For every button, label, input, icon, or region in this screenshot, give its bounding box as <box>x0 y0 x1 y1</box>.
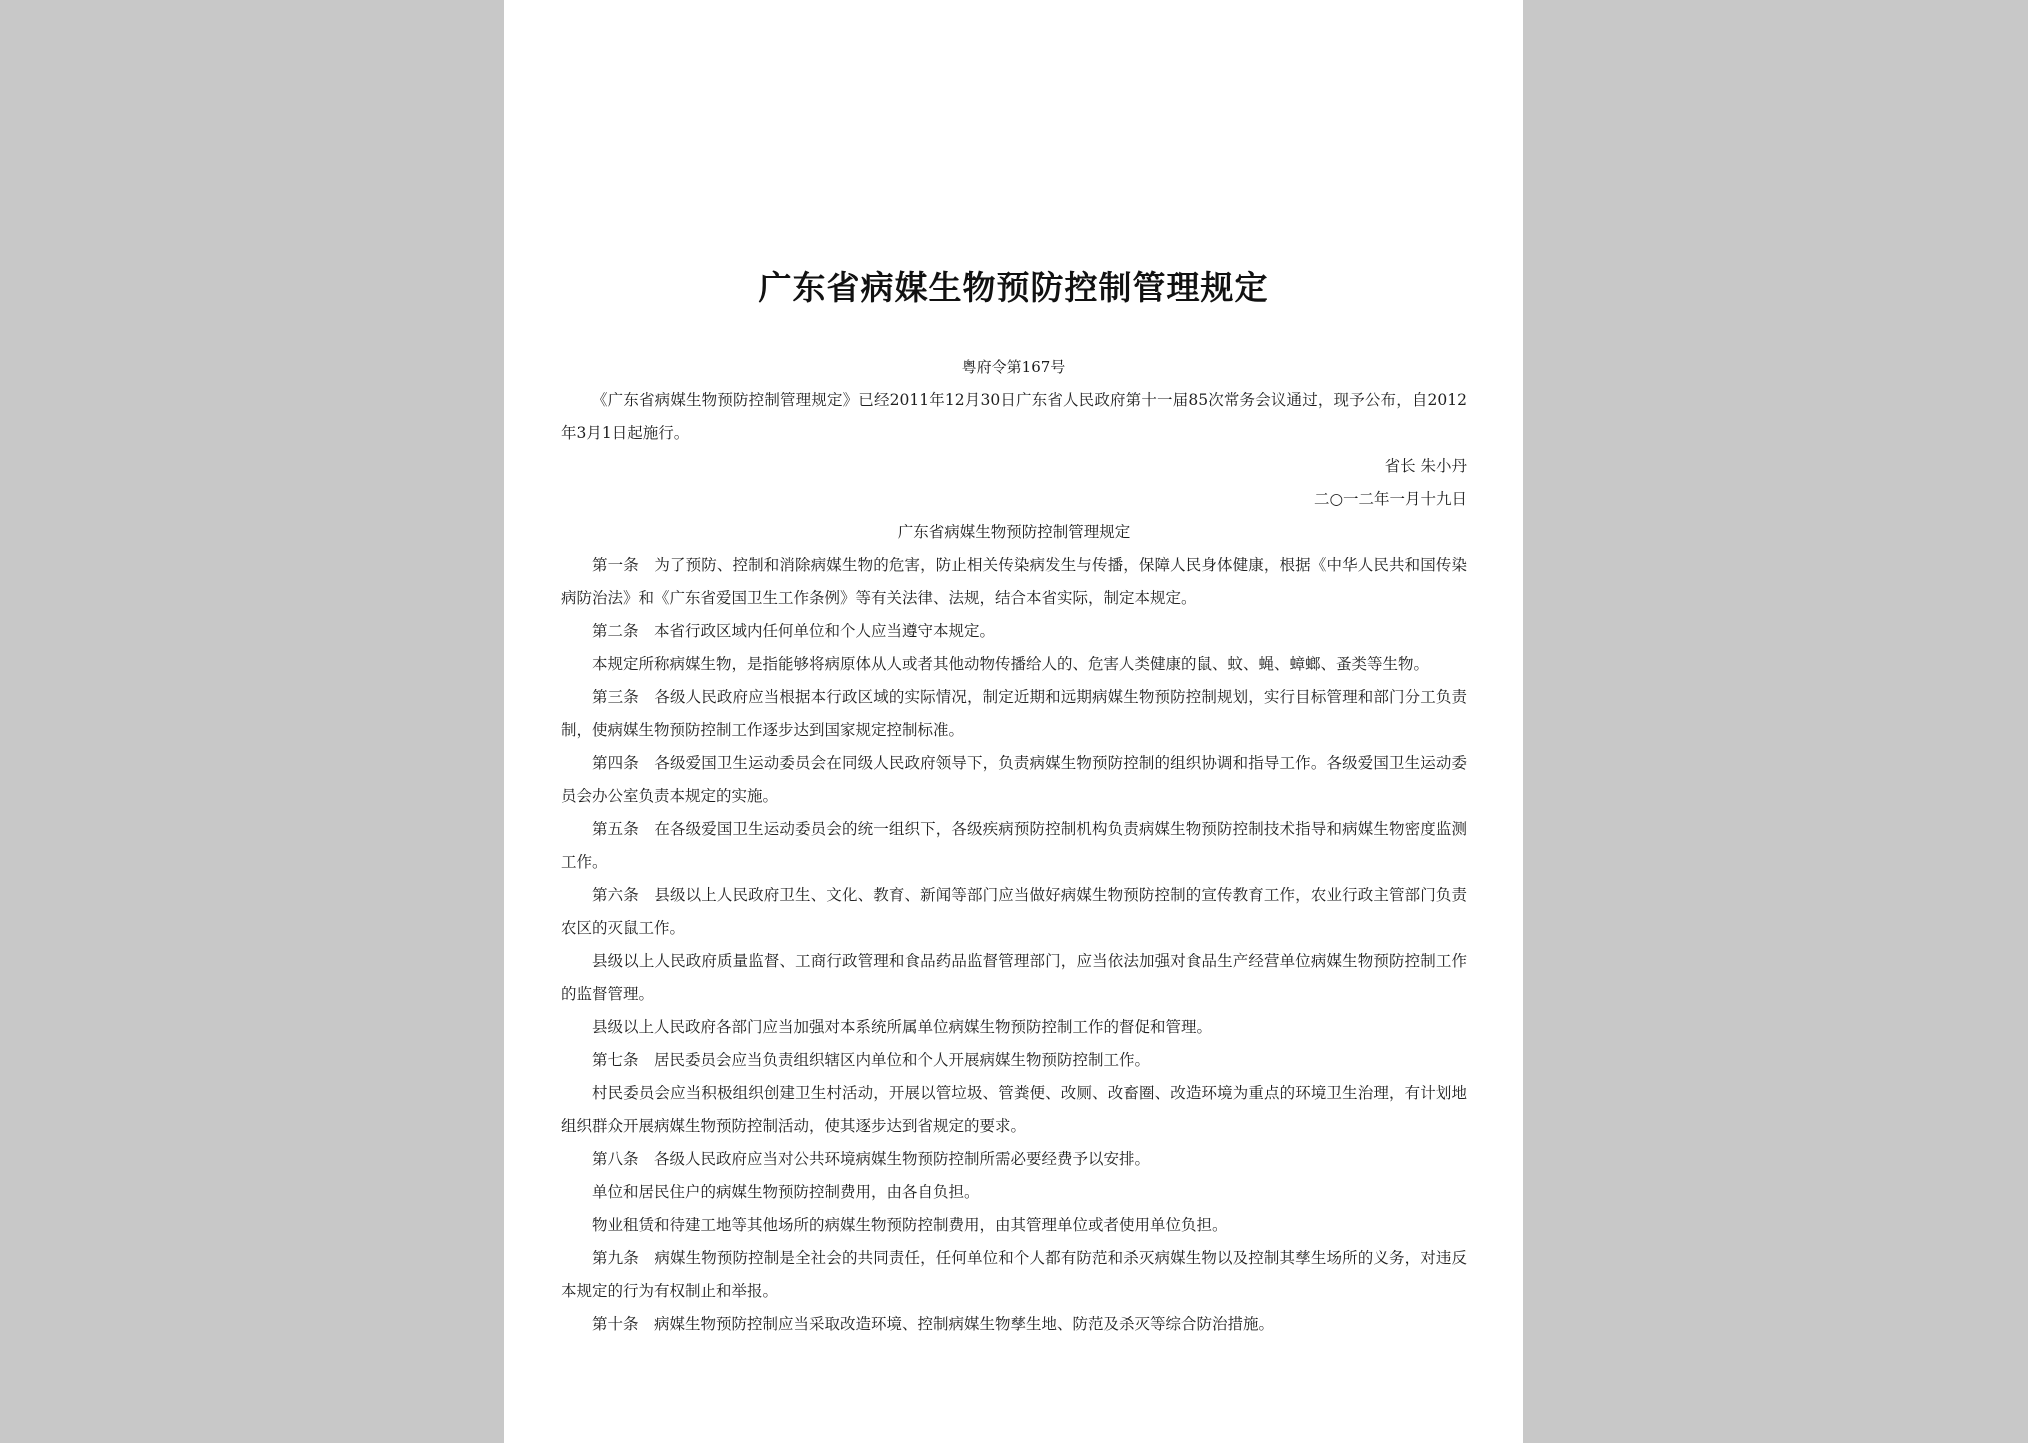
document-body <box>561 384 1467 1341</box>
article-paragraph <box>561 747 1467 813</box>
article-text: 县级以上人民政府质量监督、工商行政管理和食品药品监督管理部门，应当依法加强对食品生产经营单位病媒生物预防控制工作的监督管理。 <box>561 952 1467 1003</box>
article-text: 本省行政区域内任何单位和个人应当遵守本规定。 <box>654 622 996 640</box>
article-paragraph <box>561 1308 1467 1341</box>
article-paragraph <box>561 1077 1467 1143</box>
article-label: 第三条 <box>592 688 639 706</box>
article-text: 居民委员会应当负责组织辖区内单位和个人开展病媒生物预防控制工作。 <box>654 1051 1151 1069</box>
document-title: 广东省病媒生物预防控制管理规定 <box>758 268 1269 307</box>
article-paragraph <box>561 1209 1467 1242</box>
article-paragraph <box>561 1143 1467 1176</box>
article-label: 第七条 <box>592 1051 639 1069</box>
regulation-subtitle: 广东省病媒生物预防控制管理规定 <box>897 523 1131 541</box>
article-label: 第四条 <box>592 754 639 772</box>
article-text: 单位和居民住户的病媒生物预防控制费用，由各自负担。 <box>592 1183 980 1201</box>
article-paragraph <box>561 1011 1467 1044</box>
document-page <box>504 0 1523 1443</box>
signatory: 省长 朱小丹 <box>1384 457 1467 475</box>
article-list <box>561 549 1467 1341</box>
article-label: 第一条 <box>592 556 639 574</box>
article-text: 各级人民政府应当对公共环境病媒生物预防控制所需必要经费予以安排。 <box>654 1150 1151 1168</box>
article-paragraph <box>561 945 1467 1011</box>
article-label: 第五条 <box>592 820 639 838</box>
article-paragraph <box>561 615 1467 648</box>
article-label: 第六条 <box>592 886 639 904</box>
article-paragraph <box>561 1242 1467 1308</box>
issue-date: 二○一二年一月十九日 <box>1313 490 1467 508</box>
article-paragraph <box>561 1044 1467 1077</box>
article-paragraph <box>561 879 1467 945</box>
article-text: 村民委员会应当积极组织创建卫生村活动，开展以管垃圾、管粪便、改厕、改畜圈、改造环境为重点的环境卫生治理，有计划地组织群众开展病媒生物预防控制活动，使其逐步达到省规定的要求。 <box>561 1084 1467 1135</box>
article-text: 县级以上人民政府卫生、文化、教育、新闻等部门应当做好病媒生物预防控制的宣传教育工作，农业行政主管部门负责农区的灭鼠工作。 <box>561 886 1467 937</box>
article-text: 在各级爱国卫生运动委员会的统一组织下，各级疾病预防控制机构负责病媒生物预防控制技术指导和病媒生物密度监测工作。 <box>561 820 1467 871</box>
article-paragraph <box>561 813 1467 879</box>
article-paragraph <box>561 549 1467 615</box>
article-paragraph <box>561 681 1467 747</box>
article-text: 为了预防、控制和消除病媒生物的危害，防止相关传染病发生与传播，保障人民身体健康，根据《中华人民共和国传染病防治法》和《广东省爱国卫生工作条例》等有关法律、法规，结合本省实际，制定本规定。 <box>561 556 1467 607</box>
decree-number: 粤府令第167号 <box>961 358 1066 376</box>
article-paragraph <box>561 648 1467 681</box>
article-text: 各级人民政府应当根据本行政区域的实际情况，制定近期和远期病媒生物预防控制规划，实行目标管理和部门分工负责制，使病媒生物预防控制工作逐步达到国家规定控制标准。 <box>561 688 1467 739</box>
article-label: 第八条 <box>592 1150 639 1168</box>
article-label: 第二条 <box>592 622 639 640</box>
article-paragraph <box>561 1176 1467 1209</box>
article-text: 物业租赁和待建工地等其他场所的病媒生物预防控制费用，由其管理单位或者使用单位负担。 <box>592 1216 1228 1234</box>
article-text: 县级以上人民政府各部门应当加强对本系统所属单位病媒生物预防控制工作的督促和管理。 <box>592 1018 1213 1036</box>
preamble: 《广东省病媒生物预防控制管理规定》已经2011年12月30日广东省人民政府第十一届85次常务会议通过，现予公布，自2012年3月1日起施行。 <box>561 391 1467 442</box>
article-text: 病媒生物预防控制是全社会的共同责任，任何单位和个人都有防范和杀灭病媒生物以及控制其孳生场所的义务，对违反本规定的行为有权制止和举报。 <box>561 1249 1467 1300</box>
article-label: 第九条 <box>592 1249 639 1267</box>
article-label: 第十条 <box>592 1315 639 1333</box>
article-text: 各级爱国卫生运动委员会在同级人民政府领导下，负责病媒生物预防控制的组织协调和指导工作。各级爱国卫生运动委员会办公室负责本规定的实施。 <box>561 754 1467 805</box>
article-text: 本规定所称病媒生物，是指能够将病原体从人或者其他动物传播给人的、危害人类健康的鼠、蚊、蝇、蟑螂、蚤类等生物。 <box>592 655 1430 673</box>
article-text: 病媒生物预防控制应当采取改造环境、控制病媒生物孳生地、防范及杀灭等综合防治措施。 <box>654 1315 1275 1333</box>
